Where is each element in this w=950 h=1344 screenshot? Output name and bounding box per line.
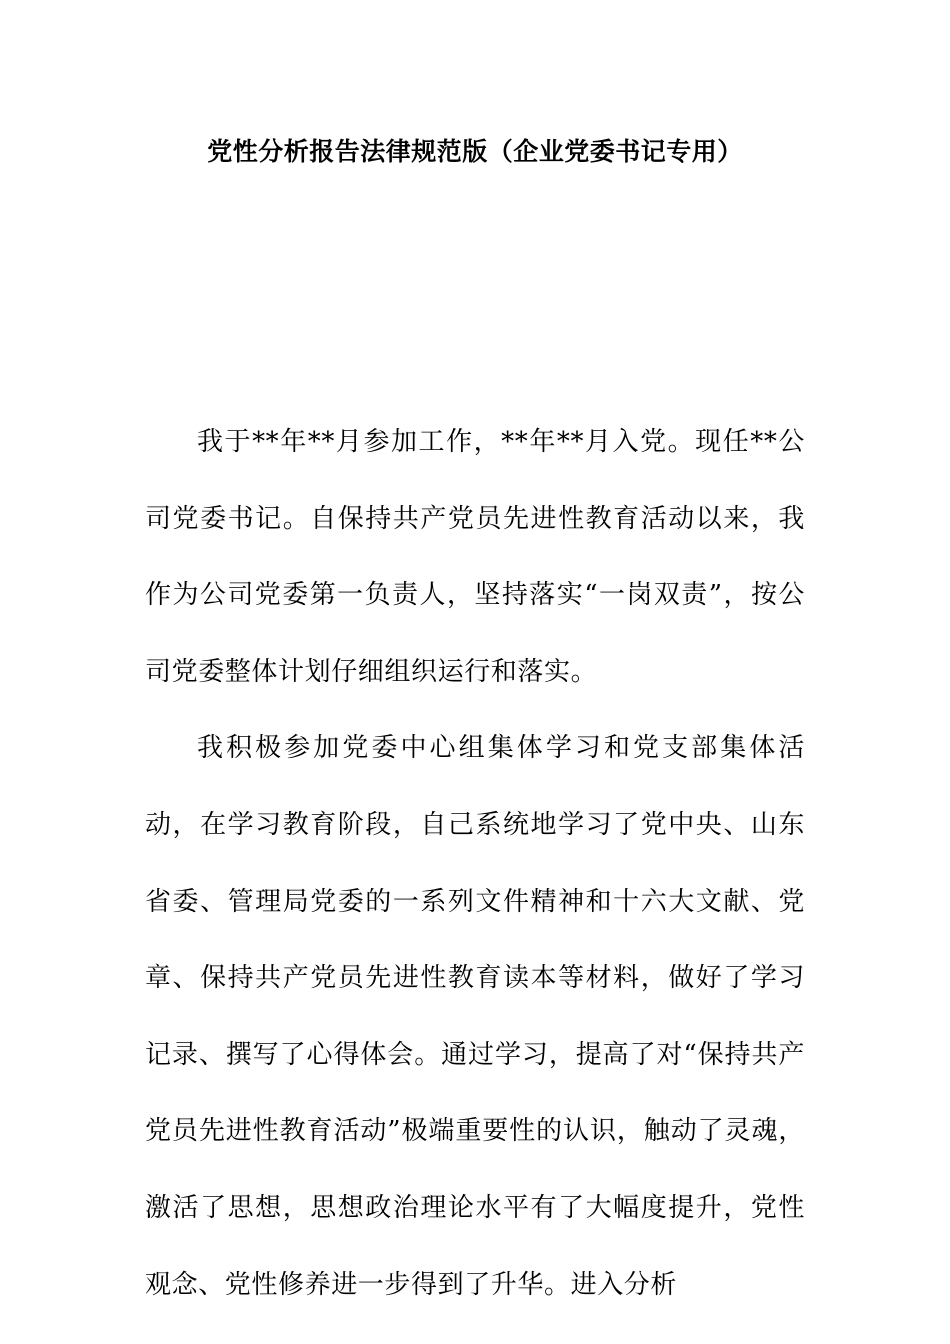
document-body [145, 404, 805, 1323]
paragraph-1: 我于**年**月参加工作，**年**月入党。现任**公司党委书记。自保持共产党员先进性教育活动以来，我作为公司党委第一负责人，坚持落实“一岗双责”，按公司党委整体计划仔细组织运行和落实。 [145, 427, 805, 687]
document-title: 党性分析报告法律规范版（企业党委书记专用） [207, 137, 743, 166]
paragraph-2: 我积极参加党委中心组集体学习和党支部集体活动，在学习教育阶段，自己系统地学习了党中央、山东省委、管理局党委的一系列文件精神和十六大文献、党章、保持共产党员先进性教育读本等材料，做好了学习记录、撰写了心得体会。通过学习，提高了对“保持共产党员先进性教育活动”极端重要性的认识，触动了灵魂，激活了思想，思想政治理论水平有了大幅度提升，党性观念、党性修养进一步得到了升华。进入分析 [145, 733, 805, 1300]
